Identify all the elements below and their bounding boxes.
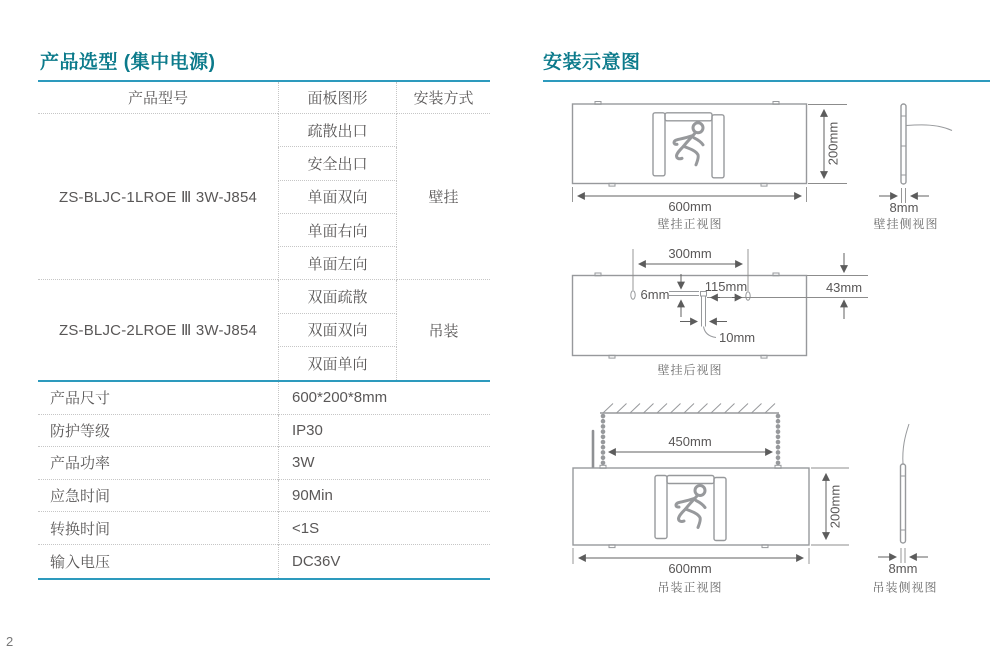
model-cell: ZS-BLJC-1LROE Ⅲ 3W-J854	[38, 114, 278, 280]
ceiling-front-view-diagram	[573, 404, 849, 595]
mount-type-cell: 壁挂	[397, 114, 490, 280]
panel-type-cell: 安全出口	[278, 147, 397, 180]
table-header-model: 产品型号	[38, 82, 278, 114]
product-selection-title: 产品选型 (集中电源)	[40, 52, 216, 73]
ceiling-side-caption: 吊装侧视图	[872, 580, 938, 595]
sign-body-rear	[573, 276, 807, 356]
spec-value: 90Min	[278, 480, 490, 513]
mount-type-cell: 吊装	[428, 322, 459, 340]
wall-front-view-diagram	[573, 102, 848, 232]
table-header-panel: 面板图形	[278, 82, 397, 114]
dim-width-label: 600mm	[668, 199, 712, 214]
table-header-mount: 安装方式	[397, 82, 490, 114]
dim-top-offset-label: 43mm	[825, 280, 863, 295]
power-wire	[906, 125, 952, 131]
spec-value: <1S	[278, 512, 490, 545]
spec-label: 输入电压	[50, 553, 111, 571]
installation-diagram-title: 安装示意图	[543, 52, 641, 73]
spec-label: 转换时间	[38, 512, 278, 545]
dim-chain-spacing-label: 450mm	[668, 434, 712, 449]
spec-label: 防护等级	[38, 415, 278, 448]
dim-keyhole-offset-label: 115mm	[704, 279, 748, 294]
product-spec-table	[38, 380, 490, 580]
spec-value: 600*200*8mm	[278, 382, 490, 415]
dim-height-label: 200mm	[825, 121, 841, 166]
dim-thickness-label: 8mm	[889, 200, 919, 215]
dim-width-label: 600mm	[668, 561, 712, 576]
dim-thickness-label: 8mm	[888, 561, 918, 576]
panel-type-cell: 单面左向	[278, 247, 397, 280]
wall-front-caption: 壁挂正视图	[657, 217, 723, 231]
mounting-hole-left	[631, 291, 635, 299]
panel-type-cell: 双面疏散	[278, 280, 397, 313]
model-cell: ZS-BLJC-2LROE Ⅲ 3W-J854	[58, 322, 258, 340]
sign-body-front	[573, 104, 807, 184]
spec-value: IP30	[278, 415, 490, 448]
panel-type-cell: 单面双向	[278, 181, 397, 214]
ceiling-side-view-diagram	[872, 424, 937, 595]
dim-hole-diameter-label: 6mm	[640, 287, 670, 302]
panel-type-cell: 双面双向	[278, 314, 397, 347]
spec-label: 产品尺寸	[38, 382, 278, 415]
page-number: 2	[6, 634, 14, 649]
product-selection-table	[38, 82, 490, 380]
ceiling-hatching	[603, 404, 775, 414]
sign-body-front	[573, 468, 809, 545]
spec-value: DC36V	[278, 545, 490, 578]
dim-slot-width-label: 10mm	[719, 330, 756, 345]
installation-diagrams	[540, 90, 1002, 610]
slot-leader-line	[704, 327, 717, 338]
wall-rear-caption: 壁挂后视图	[657, 363, 723, 377]
panel-type-cell: 双面单向	[278, 347, 397, 380]
panel-type-cell: 单面右向	[278, 214, 397, 247]
wall-rear-view-diagram	[573, 246, 869, 377]
title-underline	[543, 80, 990, 82]
spec-label: 产品功率	[38, 447, 278, 480]
wall-side-caption: 壁挂侧视图	[873, 217, 939, 231]
hanging-wire	[903, 424, 909, 464]
dim-hole-spacing-label: 300mm	[668, 246, 712, 261]
spec-label: 应急时间	[38, 480, 278, 513]
ceiling-front-caption: 吊装正视图	[657, 580, 723, 595]
spec-value: 3W	[278, 447, 490, 480]
dim-height-label: 200mm	[827, 484, 843, 529]
panel-type-cell: 疏散出口	[278, 114, 397, 147]
wall-side-view-diagram	[873, 104, 952, 231]
